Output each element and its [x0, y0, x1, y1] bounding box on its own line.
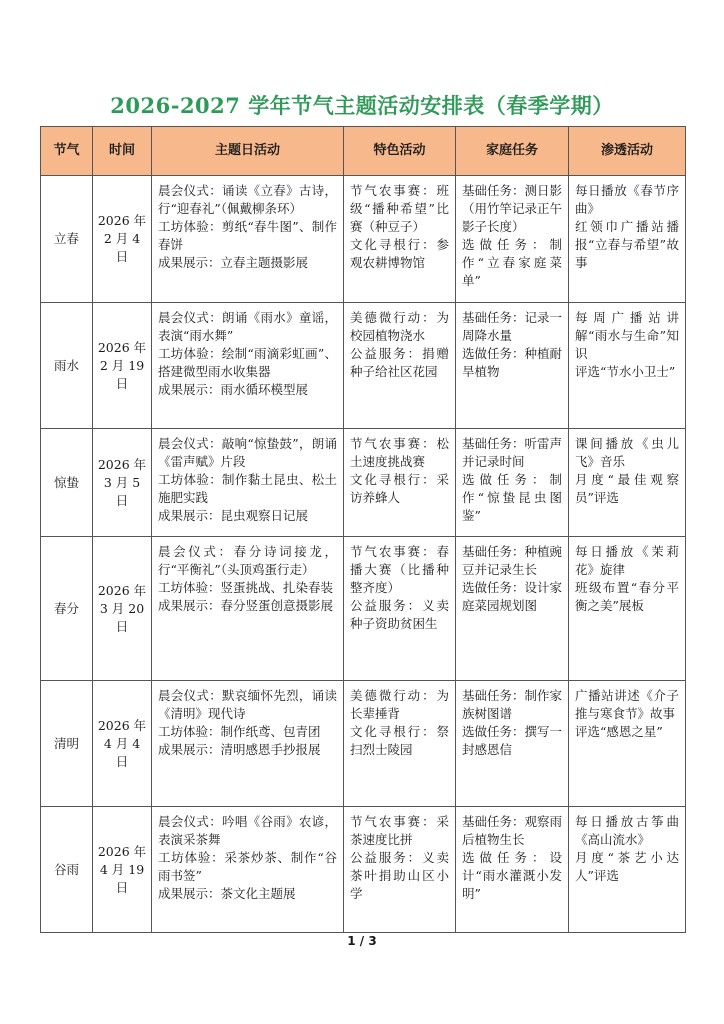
infiltration-line: 月度“最佳观察员”评选: [575, 472, 679, 505]
infiltration-cell: [569, 303, 686, 429]
family-line: 基础任务：记录一周降水量: [462, 310, 563, 343]
table-row: [41, 537, 686, 681]
family-line: 选做任务：制作“惊蛰昆虫图鉴”: [462, 472, 562, 523]
infiltration-cell: [569, 681, 686, 807]
theme-line: 晨会仪式：春分诗词接龙，行“平衡礼”（头顶鸡蛋行走）: [158, 544, 337, 577]
header-term: 节气: [41, 127, 93, 176]
term-cell: 惊蛰: [41, 429, 93, 537]
date-cell: 2026 年 4 月 4 日: [93, 681, 152, 807]
theme-line: 晨会仪式：诵读《立春》古诗，行“迎春礼”（佩戴柳条环）: [158, 183, 337, 216]
table-row: [41, 429, 686, 537]
feature-line: 公益服务：义卖茶叶捐助山区小学: [350, 850, 449, 901]
theme-cell: [152, 807, 344, 933]
infiltration-cell: [569, 429, 686, 537]
theme-line: 成果展示：清明感恩手抄报展: [158, 742, 321, 757]
family-cell: [456, 429, 569, 537]
theme-cell: [152, 681, 344, 807]
header-theme-day: 主题日活动: [152, 127, 344, 176]
feature-line: 美德微行动：为校园植物浇水: [350, 310, 449, 343]
theme-line: 成果展示：立春主题摄影展: [158, 255, 309, 270]
theme-line: 工坊体验：竖蛋挑战、扎染春装: [158, 580, 334, 595]
family-line: 基础任务：观察雨后植物生长: [462, 814, 563, 847]
feature-line: 公益服务：捐赠种子给社区花园: [350, 346, 449, 379]
family-line: 基础任务：种植豌豆并记录生长: [462, 544, 563, 577]
family-line: 基础任务：制作家族树图谱: [462, 688, 563, 721]
table-row: [41, 303, 686, 429]
infiltration-line: 月度“茶艺小达人”评选: [575, 850, 679, 883]
term-cell: 雨水: [41, 303, 93, 429]
table-row: [41, 807, 686, 933]
infiltration-line: 广播站讲述《介子推与寒食节》故事: [575, 688, 679, 721]
feature-line: 美德微行动：为长辈捶背: [350, 688, 449, 721]
feature-cell: [344, 537, 456, 681]
date-cell: 2026 年 2 月 19 日: [93, 303, 152, 429]
term-cell: 谷雨: [41, 807, 93, 933]
header-feature: 特色活动: [344, 127, 456, 176]
theme-line: 成果展示：雨水循环模型展: [158, 382, 309, 397]
feature-line: 节气农事赛：采茶速度比拼: [350, 814, 449, 847]
feature-cell: [344, 681, 456, 807]
theme-line: 工坊体验：剪纸“春牛图”、制作春饼: [158, 219, 337, 252]
term-cell: 立春: [41, 176, 93, 303]
infiltration-line: 每周广播站讲解“雨水与生命”知识: [575, 310, 679, 361]
family-line: 选做任务：种植耐旱植物: [462, 346, 563, 379]
infiltration-line: 评选“节水小卫士”: [575, 364, 676, 379]
theme-line: 晨会仪式：吟唱《谷雨》农谚，表演采茶舞: [158, 814, 337, 847]
infiltration-line: 课间播放《虫儿飞》音乐: [575, 436, 679, 469]
family-cell: [456, 176, 569, 303]
family-line: 选做任务：制作“立春家庭菜单”: [462, 237, 562, 288]
feature-line: 文化寻根行：采访养蜂人: [350, 472, 449, 505]
theme-cell: [152, 303, 344, 429]
family-cell: [456, 537, 569, 681]
header-family-task: 家庭任务: [456, 127, 569, 176]
infiltration-line: 评选“感恩之星”: [575, 724, 663, 739]
infiltration-line: 班级布置“春分平衡之美”展板: [575, 580, 679, 613]
family-cell: [456, 807, 569, 933]
term-cell: 清明: [41, 681, 93, 807]
theme-line: 成果展示：茶文化主题展: [158, 886, 296, 901]
family-cell: [456, 681, 569, 807]
theme-line: 成果展示：昆虫观察日记展: [158, 508, 309, 523]
family-line: 基础任务：测日影（用竹竿记录正午影子长度）: [462, 183, 563, 234]
date-cell: 2026 年 3 月 5 日: [93, 429, 152, 537]
header-infiltration: 渗透活动: [569, 127, 686, 176]
theme-cell: [152, 176, 344, 303]
theme-line: 工坊体验：绘制“雨滴彩虹画”、搭建微型雨水收集器: [158, 346, 337, 379]
theme-line: 工坊体验：制作黏土昆虫、松土施肥实践: [158, 472, 337, 505]
theme-line: 工坊体验：制作纸鸢、包青团: [158, 724, 321, 739]
feature-line: 节气农事赛：班级“播种希望”比赛（种豆子）: [350, 183, 449, 234]
theme-line: 晨会仪式：默哀缅怀先烈，诵读《清明》现代诗: [158, 688, 337, 721]
feature-cell: [344, 807, 456, 933]
header-date: 时间: [93, 127, 152, 176]
date-cell: 2026 年 4 月 19 日: [93, 807, 152, 933]
theme-cell: [152, 429, 344, 537]
infiltration-line: 红领巾广播站播报“立春与希望”故事: [575, 219, 679, 270]
infiltration-cell: [569, 807, 686, 933]
feature-line: 文化寻根行：祭扫烈士陵园: [350, 724, 449, 757]
infiltration-line: 每日播放《春节序曲》: [575, 183, 679, 216]
table-row: [41, 176, 686, 303]
theme-line: 晨会仪式：朗诵《雨水》童谣，表演“雨水舞”: [158, 310, 337, 343]
feature-line: 节气农事赛：春播大赛（比播种整齐度）: [350, 544, 449, 595]
family-line: 基础任务：听雷声并记录时间: [462, 436, 563, 469]
family-line: 选做任务：撰写一封感恩信: [462, 724, 563, 757]
infiltration-cell: [569, 176, 686, 303]
feature-line: 节气农事赛：松土速度挑战赛: [350, 436, 449, 469]
table-header-row: [41, 127, 686, 176]
feature-cell: [344, 303, 456, 429]
theme-line: 成果展示：春分竖蛋创意摄影展: [158, 598, 334, 613]
date-cell: 2026 年 3 月 20 日: [93, 537, 152, 681]
feature-cell: [344, 429, 456, 537]
feature-cell: [344, 176, 456, 303]
theme-line: 工坊体验：采茶炒茶、制作“谷雨书签”: [158, 850, 337, 883]
feature-line: 文化寻根行：参观农耕博物馆: [350, 237, 449, 270]
family-line: 选做任务：设计“雨水灌溉小发明”: [462, 850, 562, 901]
table-row: [41, 681, 686, 807]
term-cell: 春分: [41, 537, 93, 681]
page-indicator: 1 / 3: [347, 934, 377, 948]
family-line: 选做任务：设计家庭菜园规划图: [462, 580, 563, 613]
theme-cell: [152, 537, 344, 681]
feature-line: 公益服务：义卖种子资助贫困生: [350, 598, 449, 631]
activity-schedule-table: [40, 126, 686, 933]
infiltration-line: 每日播放古筝曲《高山流水》: [575, 814, 679, 847]
theme-line: 晨会仪式：敲响“惊蛰鼓”，朗诵《雷声赋》片段: [158, 436, 337, 469]
page-title: 2026-2027 学年节气主题活动安排表（春季学期）: [110, 93, 614, 118]
infiltration-cell: [569, 537, 686, 681]
date-cell: 2026 年 2 月 4 日: [93, 176, 152, 303]
infiltration-line: 每日播放《茉莉花》旋律: [575, 544, 679, 577]
family-cell: [456, 303, 569, 429]
